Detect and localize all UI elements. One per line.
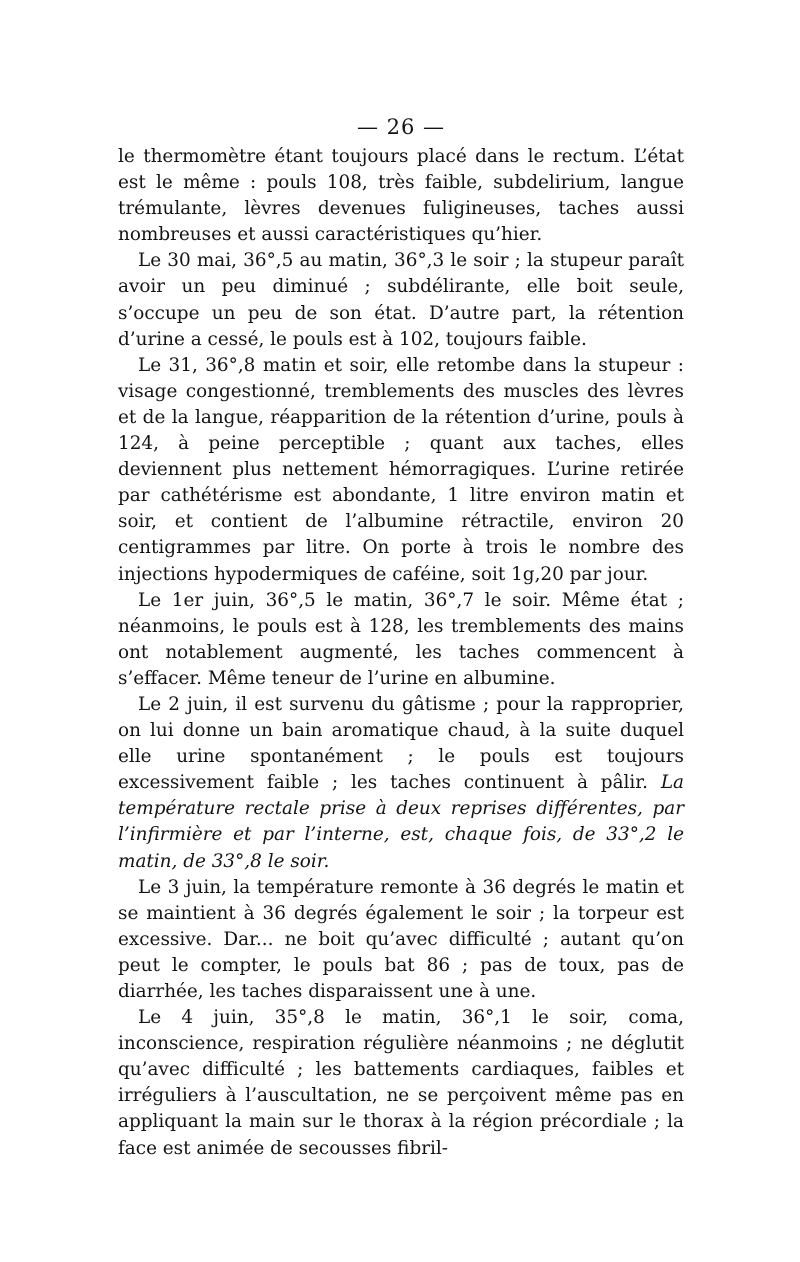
- paragraph-7: [118, 1005, 684, 1162]
- paragraph-4: [118, 588, 684, 692]
- paragraph-7-text: Le 4 juin, 35°,8 le matin, 36°,1 le soir, coma, inconscience, respiration régulière néanmoins ; ne déglutit qu’avec difficulté ; les battements cardiaques, faibles et irréguliers à l’auscultation, ne se perçoivent même pas en appliquant la main sur le thorax à la région précordiale ; la face est animée de secousses fibril-: [118, 1007, 684, 1159]
- paragraph-1: [118, 144, 684, 248]
- book-page: [118, 112, 684, 1192]
- paragraph-5-italic-text: La température rectale prise à deux reprises différentes, par l’infirmière et par l’interne, est, chaque fois, de 33°,2 le matin, de 33°,8 le soir.: [118, 772, 684, 872]
- paragraph-3: [118, 353, 684, 588]
- paragraph-2: [118, 248, 684, 352]
- paragraph-3-text: Le 31, 36°,8 matin et soir, elle retombe dans la stupeur : visage congestionné, tremblements des muscles des lèvres et de la langue, réapparition de la rétention d’urine, pouls à 124, à peine perceptible ; quant aux taches, elles deviennent plus nettement hémorragiques. L’urine retirée par cathétérisme est abondante, 1 litre environ matin et soir, et contient de l’albumine rétractile, environ 20 centigrammes par litre. On porte à trois le nombre des injections hypodermiques de caféine, soit 1g,20 par jour.: [118, 354, 684, 585]
- paragraph-5: [118, 692, 684, 875]
- paragraph-6: [118, 875, 684, 1005]
- paragraph-4-text: Le 1er juin, 36°,5 le matin, 36°,7 le soir. Même état ; néanmoins, le pouls est à 128, les tremblements des mains ont notablement augmenté, les taches commencent à s’effacer. Même teneur de l’urine en albumine.: [118, 589, 684, 689]
- paragraph-5-text: Le 2 juin, il est survenu du gâtisme ; pour la rapproprier, on lui donne un bain aromatique chaud, à la suite duquel elle urine spontanément ; le pouls est toujours excessivement faible ; les taches continuent à pâlir.: [118, 693, 684, 794]
- body-text: [118, 144, 684, 1162]
- page-number: — 26 —: [356, 115, 446, 139]
- paragraph-2-text: Le 30 mai, 36°,5 au matin, 36°,3 le soir ; la stupeur paraît avoir un peu diminué ; subdélirante, elle boit seule, s’occupe un peu de son état. D’autre part, la rétention d’urine a cessé, le pouls est à 102, toujours faible.: [118, 250, 684, 350]
- paragraph-6-text: Le 3 juin, la température remonte à 36 degrés le matin et se maintient à 36 degrés également le soir ; la torpeur est excessive. Dar... ne boit qu’avec difficulté ; autant qu’on peut le compter, le pouls bat 86 ; pas de toux, pas de diarrhée, les taches disparaissent une à une.: [118, 876, 684, 1002]
- paragraph-1-text: le thermomètre étant toujours placé dans le rectum. L’état est le même : pouls 108, très faible, subdelirium, langue trémulante, lèvres devenues fuligineuses, taches aussi nombreuses et aussi caractéristiques qu’hier.: [118, 146, 684, 246]
